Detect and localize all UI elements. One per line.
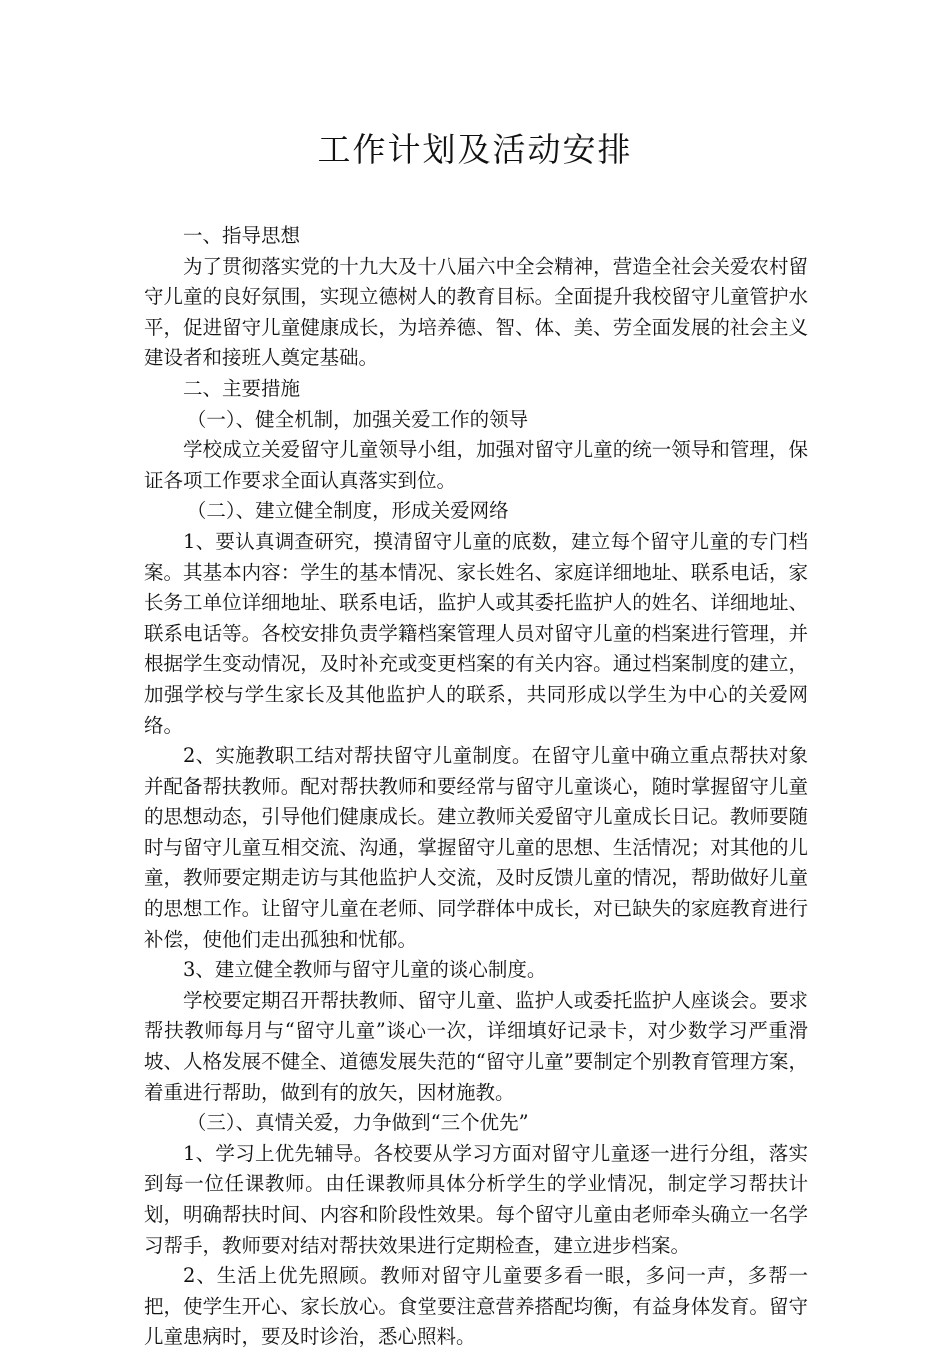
subsection-heading: （三）、真情关爱，力争做到“三个优先” (186, 1111, 529, 1135)
paragraph: 3、建立健全教师与留守儿童的谈心制度。 (183, 958, 547, 982)
section-heading-guiding-thought: 一、指导思想 (183, 224, 301, 247)
paragraph: 2、生活上优先照顾。教师对留守儿童要多看一眼，多问一声，多帮一把，使学生开心、家长放心。食堂要注意营养搭配均衡，有益身体发育。留守儿童患病时，要及时诊治，悉心照料。 (144, 1264, 808, 1349)
paragraph: 2、实施教职工结对帮扶留守儿童制度。在留守儿童中确立重点帮扶对象并配备帮扶教师。配对帮扶教师和要经常与留守儿童谈心，随时掌握留守儿童的思想动态，引导他们健康成长。建立教师关爱留守儿童成长日记。教师要随时与留守儿童互相交流、沟通，掌握留守儿童的思想、生活情况；对其他的儿童，教师要定期走访与其他监护人交流，及时反馈儿童的情况，帮助做好儿童的思想工作。让留守儿童在老师、同学群体中成长，对已缺失的家庭教育进行补偿，使他们走出孤独和忧郁。 (144, 744, 808, 951)
paragraph: 1、学习上优先辅导。各校要从学习方面对留守儿童逐一进行分组，落实到每一位任课教师。由任课教师具体分析学生的学业情况，制定学习帮扶计划，明确帮扶时间、内容和阶段性效果。每个留守儿童由老师牵头确立一名学习帮手，教师要对结对帮扶效果进行定期检查，建立进步档案。 (144, 1141, 808, 1257)
subsection-heading: （一）、健全机制，加强关爱工作的领导 (186, 407, 529, 431)
document-body (144, 221, 808, 1353)
paragraph: 学校成立关爱留守儿童领导小组，加强对留守儿童的统一领导和管理，保证各项工作要求全面认真落实到位。 (144, 438, 808, 492)
paragraph: 为了贯彻落实党的十九大及十八届六中全会精神，营造全社会关爱农村留守儿童的良好氛围，实现立德树人的教育目标。全面提升我校留守儿童管护水平，促进留守儿童健康成长，为培养德、智、体、美、劳全面发展的社会主义建设者和接班人奠定基础。 (144, 254, 808, 370)
subsection-heading: （二）、建立健全制度，形成关爱网络 (186, 499, 509, 523)
section-heading-main-measures: 二、主要措施 (183, 376, 301, 400)
document-title: 工作计划及活动安排 (317, 130, 633, 169)
paragraph: 学校要定期召开帮扶教师、留守儿童、监护人或委托监护人座谈会。要求帮扶教师每月与“留守儿童”谈心一次，详细填好记录卡，对少数学习严重滑坡、人格发展不健全、道德发展失范的“留守儿童”要制定个别教育管理方案，着重进行帮助，做到有的放矢，因材施教。 (144, 988, 808, 1104)
paragraph: 1、要认真调查研究，摸清留守儿童的底数，建立每个留守儿童的专门档案。其基本内容：学生的基本情况、家长姓名、家庭详细地址、联系电话，家长务工单位详细地址、联系电话，监护人或其委托监护人的姓名、详细地址、联系电话等。各校安排负责学籍档案管理人员对留守儿童的档案进行管理，并根据学生变动情况，及时补充或变更档案的有关内容。通过档案制度的建立，加强学校与学生家长及其他监护人的联系，共同形成以学生为中心的关爱网络。 (144, 529, 808, 737)
